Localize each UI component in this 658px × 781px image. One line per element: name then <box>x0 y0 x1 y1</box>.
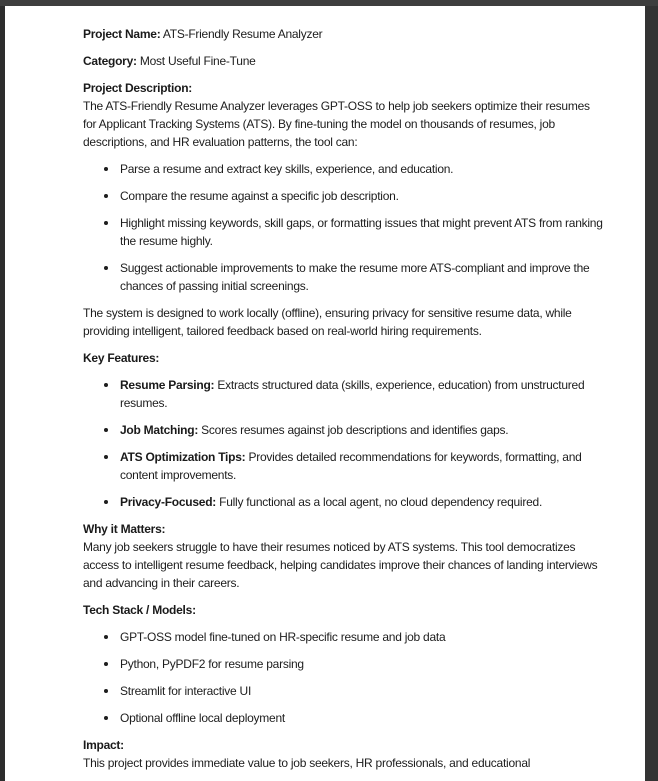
list-item <box>120 376 603 412</box>
why-it-matters-section <box>83 520 603 592</box>
bullet-icon <box>104 428 108 432</box>
feature-text: Fully functional as a local agent, no cloud dependency required. <box>219 495 543 509</box>
bullet-icon <box>104 662 108 666</box>
feature-lead: Privacy-Focused: <box>120 495 217 509</box>
bullet-icon <box>104 500 108 504</box>
project-description-section <box>83 79 603 151</box>
list-item-text: Optional offline local deployment <box>120 711 285 725</box>
project-description-intro: The ATS-Friendly Resume Analyzer leverages GPT-OSS to help job seekers optimize their resumes for Applicant Tracking Systems (ATS). By fine-tuning the model on thousands of resumes, job descriptions, and HR evaluation patterns, the tool can: <box>83 99 590 149</box>
list-item <box>120 682 603 700</box>
viewer-top-bar <box>0 0 658 6</box>
list-item-text: GPT-OSS model fine-tuned on HR-specific resume and job data <box>120 630 446 644</box>
bullet-icon <box>104 689 108 693</box>
list-item <box>120 709 603 727</box>
why-it-matters-heading: Why it Matters: <box>83 522 166 536</box>
project-name-row <box>83 25 603 43</box>
list-item-text: Python, PyPDF2 for resume parsing <box>120 657 304 671</box>
list-item <box>120 259 603 295</box>
list-item-text: Streamlit for interactive UI <box>120 684 252 698</box>
project-name-label: Project Name: <box>83 27 161 41</box>
bullet-icon <box>104 167 108 171</box>
impact-text: This project provides immediate value to job seekers, HR professionals, and educational <box>83 756 531 770</box>
key-features-heading: Key Features: <box>83 351 160 365</box>
feature-text: Provides detailed recommendations for keywords, formatting, and content improvements. <box>120 450 582 482</box>
document-page <box>5 6 645 781</box>
bullet-icon <box>104 716 108 720</box>
viewer-left-edge <box>0 6 5 781</box>
bullet-icon <box>104 221 108 225</box>
list-item <box>120 628 603 646</box>
list-item-text: Highlight missing keywords, skill gaps, or formatting issues that might prevent ATS from ranking the resume highly. <box>120 216 603 248</box>
list-item <box>120 421 603 439</box>
bullet-icon <box>104 266 108 270</box>
list-item-text: Suggest actionable improvements to make the resume more ATS-compliant and improve the chances of passing initial screenings. <box>120 261 590 293</box>
viewer-right-edge <box>645 6 658 781</box>
feature-lead: ATS Optimization Tips: <box>120 450 246 464</box>
bullet-icon <box>104 383 108 387</box>
feature-lead: Job Matching: <box>120 423 199 437</box>
bullet-icon <box>104 635 108 639</box>
bullet-icon <box>104 194 108 198</box>
project-name-value: ATS-Friendly Resume Analyzer <box>162 27 323 41</box>
list-item <box>120 655 603 673</box>
why-it-matters-text: Many job seekers struggle to have their resumes noticed by ATS systems. This tool democratizes access to intelligent resume feedback, helping candidates improve their chances of landing interviews and advancing in their careers. <box>83 540 598 590</box>
category-row <box>83 52 603 70</box>
key-features-list <box>83 376 603 511</box>
description-bullet-list <box>83 160 603 295</box>
category-label: Category: <box>83 54 137 68</box>
impact-heading: Impact: <box>83 738 124 752</box>
impact-section <box>83 736 603 772</box>
bullet-icon <box>104 455 108 459</box>
key-features-heading-row <box>83 349 603 367</box>
list-item-text: Parse a resume and extract key skills, experience, and education. <box>120 162 454 176</box>
tech-stack-heading-row <box>83 601 603 619</box>
list-item <box>120 187 603 205</box>
list-item-text: Compare the resume against a specific job description. <box>120 189 399 203</box>
feature-text: Extracts structured data (skills, experience, education) from unstructured resumes. <box>120 378 585 410</box>
feature-lead: Resume Parsing: <box>120 378 215 392</box>
project-description-outro: The system is designed to work locally (offline), ensuring privacy for sensitive resume data, while providing intelligent, tailored feedback based on real-world hiring requirements. <box>83 306 572 338</box>
list-item <box>120 214 603 250</box>
category-value: Most Useful Fine-Tune <box>139 54 256 68</box>
list-item <box>120 448 603 484</box>
project-description-heading: Project Description: <box>83 81 193 95</box>
tech-stack-list <box>83 628 603 727</box>
tech-stack-heading: Tech Stack / Models: <box>83 603 196 617</box>
list-item <box>120 493 603 511</box>
list-item <box>120 160 603 178</box>
feature-text: Scores resumes against job descriptions and identifies gaps. <box>201 423 509 437</box>
